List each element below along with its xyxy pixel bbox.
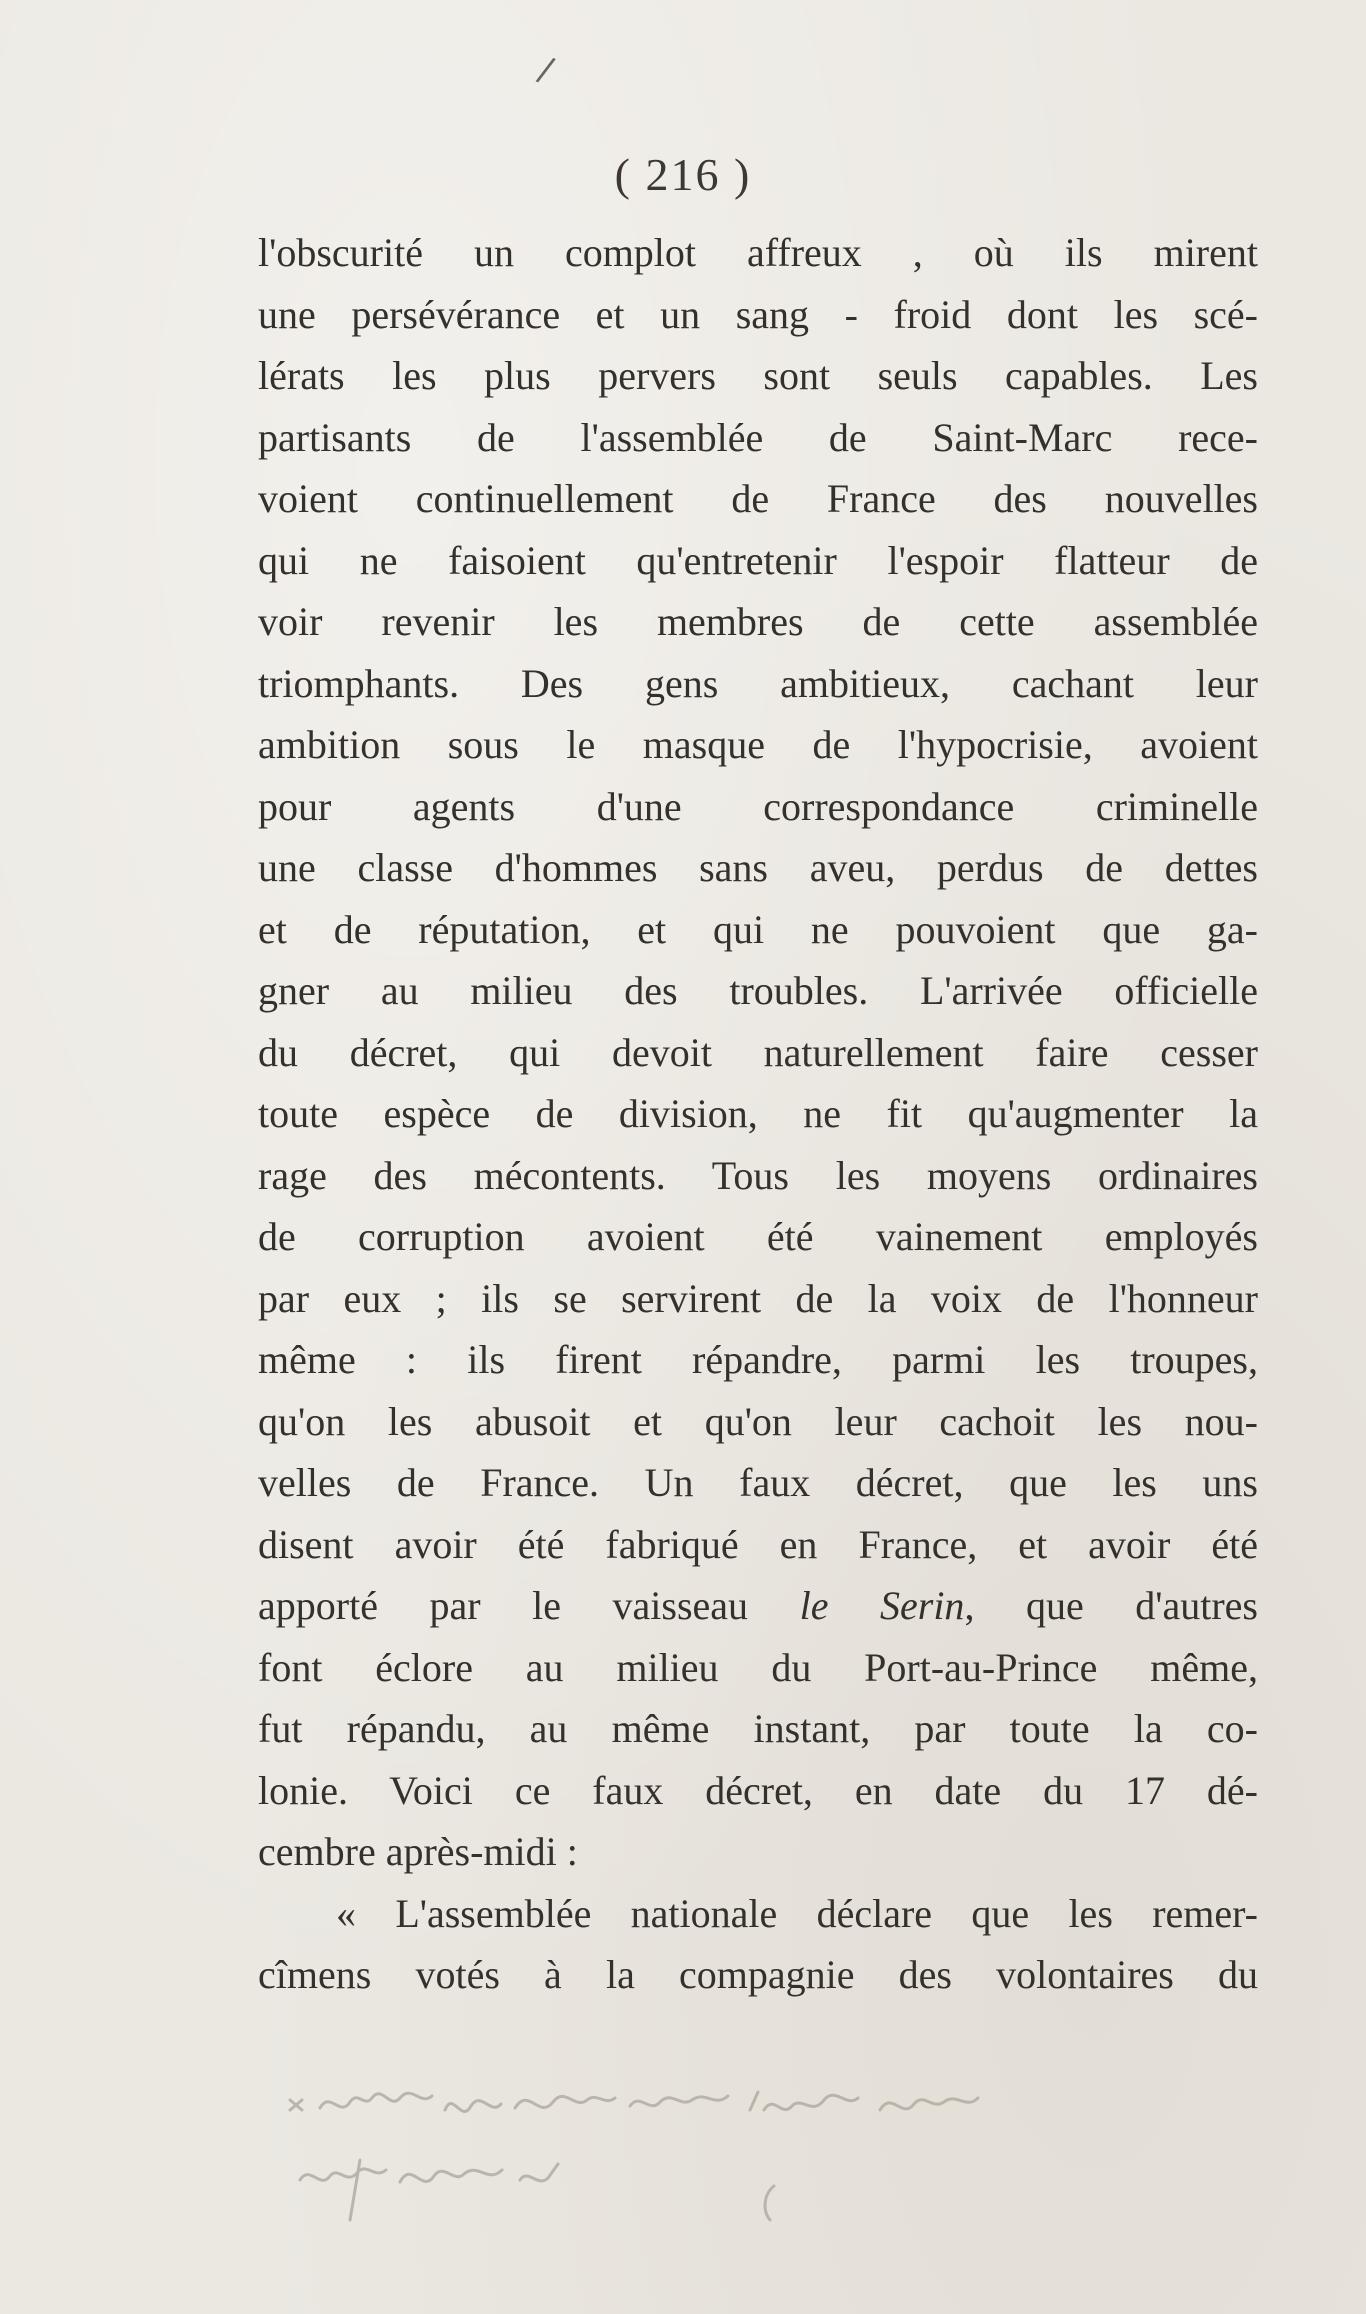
ship-name-italic: le Serin [799,1583,965,1628]
text-line: ambition sous le masque de l'hypocrisie, avoient [258,722,1258,767]
text-line: toute espèce de division, ne fit qu'augmenter la [258,1091,1258,1136]
text-line: une classe d'hommes sans aveu, perdus de dettes [258,845,1258,890]
text-line: fut répandu, au même instant, par toute la co- [258,1706,1258,1751]
text-line: même : ils firent répandre, parmi les troupes, [258,1337,1258,1382]
text-line: pour agents d'une correspondance criminelle [258,783,1258,829]
page-number: ( 216 ) [614,149,752,200]
text-line: disent avoir été fabriqué en France, et avoir été [258,1521,1258,1567]
text-line: qu'on les abusoit et qu'on leur cachoit les nou- [258,1398,1258,1444]
text-line: velles de France. Un faux décret, que les uns [258,1460,1258,1505]
text-line: voient continuellement de France des nouvelles [258,476,1258,521]
text-line: une persévérance et un sang - froid dont les scé- [258,291,1258,337]
text-line: triomphants. Des gens ambitieux, cachant leur [258,660,1258,706]
text-line: par eux ; ils se servirent de la voix de l'honneur [258,1275,1258,1321]
text-line: du décret, qui devoit naturellement faire cesser [258,1029,1258,1075]
text-line [258,1575,1258,1637]
body-text [258,222,1258,2006]
text-line: de corruption avoient été vainement employés [258,1214,1258,1259]
text-line: rage des mécontents. Tous les moyens ordinaires [258,1152,1258,1198]
text-line: cembre après-midi : [258,1829,578,1874]
stray-ink-mark: / [533,49,558,91]
text-segment: apporté par le vaisseau [258,1583,800,1628]
handwritten-annotation [270,2070,1270,2250]
text-line: et de réputation, et qui ne pouvoient que ga- [258,906,1258,952]
text-segment: , que d'autres [964,1583,1258,1628]
text-line: cîmens votés à la compagnie des volontaires du [258,1952,1258,1997]
text-line: lonie. Voici ce faux décret, en date du 17 dé- [258,1767,1258,1813]
text-line: lérats les plus pervers sont seuls capables. Les [258,353,1258,398]
text-line: l'obscurité un complot affreux , où ils mirent [258,230,1258,275]
text-line: font éclore au milieu du Port-au-Prince même, [258,1644,1258,1690]
text-line: gner au milieu des troubles. L'arrivée officielle [258,968,1258,1013]
text-line: voir revenir les membres de cette assemblée [258,599,1258,644]
text-line: partisants de l'assemblée de Saint-Marc rece- [258,414,1258,460]
text-line: qui ne faisoient qu'entretenir l'espoir flatteur de [258,537,1258,583]
text-line: « L'assemblée nationale déclare que les remer- [336,1890,1258,1936]
